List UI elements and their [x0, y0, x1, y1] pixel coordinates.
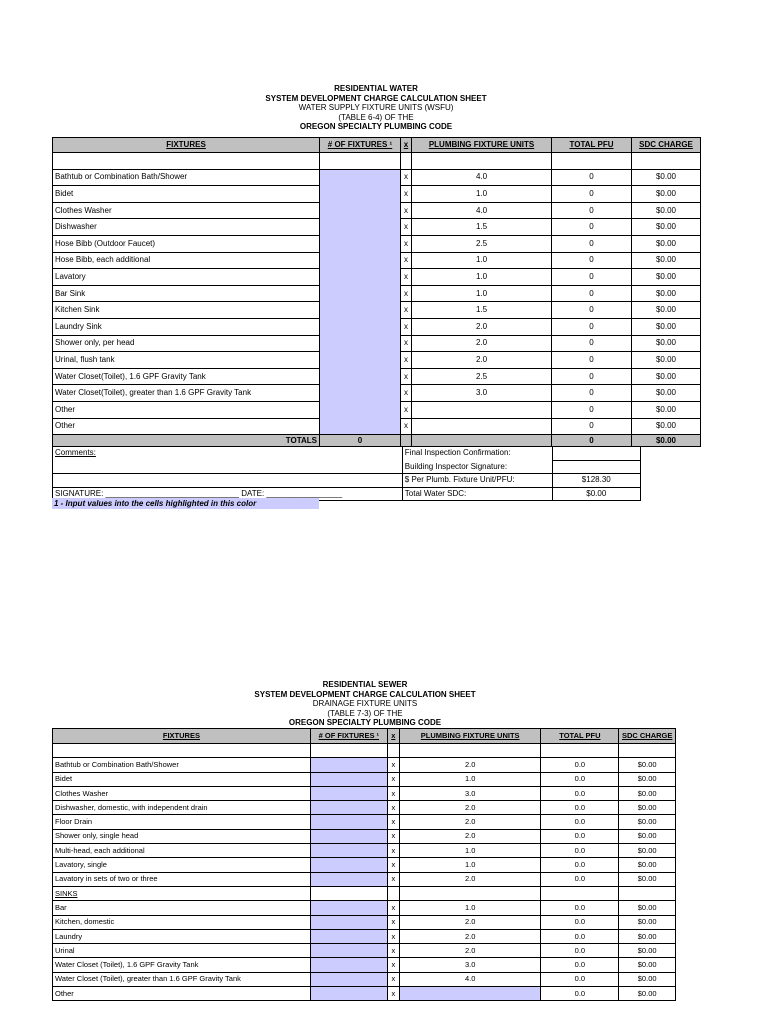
comments-field-2[interactable] [53, 474, 403, 488]
sdc-charge: $0.00 [632, 368, 701, 385]
plumbing-fixture-units: 2.0 [399, 915, 541, 929]
inspector-signature-field[interactable] [552, 460, 640, 474]
sewer-header-row [53, 729, 676, 744]
sdc-charge: $0.00 [619, 929, 676, 943]
total-pfu: 0 [552, 302, 632, 319]
plumbing-fixture-units: 3.0 [399, 958, 541, 972]
fixture-row [53, 318, 701, 335]
fixture-name: Water Closet(Toilet), 1.6 GPF Gravity Tank [53, 368, 320, 385]
total-pfu: 0 [552, 202, 632, 219]
plumbing-fixture-units: 4.0 [412, 169, 552, 186]
fixture-row [53, 368, 701, 385]
sdc-charge: $0.00 [632, 418, 701, 435]
blank-cell [412, 153, 552, 170]
fixture-row [53, 901, 676, 915]
plumbing-fixture-units: 1.0 [412, 252, 552, 269]
fixture-name: Lavatory in sets of two or three [53, 872, 311, 886]
num-fixtures-input[interactable] [320, 302, 401, 319]
total-pfu: 0.0 [541, 786, 619, 800]
plumbing-fixture-units: 1.0 [399, 901, 541, 915]
total-pfu: 0.0 [541, 772, 619, 786]
sdc-charge: $0.00 [619, 872, 676, 886]
header-total-pfu: TOTAL PFU [552, 138, 632, 153]
fixture-name: Water Closet (Toilet), 1.6 GPF Gravity Tank [53, 958, 311, 972]
water-title [200, 84, 552, 132]
water-footer [52, 446, 641, 501]
multiply-sign: x [401, 368, 412, 385]
num-fixtures-input[interactable] [320, 169, 401, 186]
totals-label: TOTALS [53, 435, 320, 447]
total-pfu: 0.0 [541, 872, 619, 886]
sdc-charge: $0.00 [632, 352, 701, 369]
fixture-name: Other [53, 987, 311, 1001]
header-fixtures: FIXTURES [53, 729, 311, 744]
fixture-name: Other [53, 418, 320, 435]
multiply-sign: x [401, 235, 412, 252]
header-sdc-charge: SDC CHARGE [632, 138, 701, 153]
sinks-section-row [53, 886, 676, 900]
num-fixtures-input[interactable] [320, 318, 401, 335]
multiply-sign: x [387, 944, 399, 958]
fixture-name: Bar Sink [53, 285, 320, 302]
sewer-title-line: OREGON SPECIALTY PLUMBING CODE [288, 718, 442, 728]
fixture-name: Lavatory [53, 269, 320, 286]
sdc-charge: $0.00 [619, 829, 676, 843]
total-pfu: 0 [552, 269, 632, 286]
water-table [52, 137, 701, 447]
fixture-name: Bathtub or Combination Bath/Shower [53, 169, 320, 186]
plumbing-fixture-units: 3.0 [399, 786, 541, 800]
header-fixtures: FIXTURES [53, 138, 320, 153]
multiply-sign: x [401, 352, 412, 369]
total-pfu: 0 [552, 219, 632, 236]
multiply-sign: x [387, 758, 399, 772]
num-fixtures-input[interactable] [320, 285, 401, 302]
header-x: x [401, 138, 412, 153]
plumbing-fixture-units: 4.0 [399, 972, 541, 986]
fixture-row [53, 269, 701, 286]
fixture-row [53, 944, 676, 958]
total-pfu: 0 [552, 235, 632, 252]
header-num-fixtures: # OF FIXTURES ¹ [310, 729, 387, 744]
total-water-sdc-label: Total Water SDC: [402, 487, 552, 501]
multiply-sign: x [387, 858, 399, 872]
total-pfu: 0 [552, 335, 632, 352]
sdc-charge: $0.00 [619, 858, 676, 872]
plumbing-fixture-units: 1.0 [412, 269, 552, 286]
multiply-sign: x [387, 872, 399, 886]
sdc-charge: $0.00 [632, 385, 701, 402]
plumbing-fixture-units: 4.0 [412, 202, 552, 219]
sdc-charge: $0.00 [619, 758, 676, 772]
sdc-charge: $0.00 [619, 801, 676, 815]
fixture-row [53, 252, 701, 269]
fixture-name: Kitchen Sink [53, 302, 320, 319]
sdc-charge: $0.00 [619, 987, 676, 1001]
total-pfu: 0 [552, 252, 632, 269]
fixture-name: Shower only, single head [53, 829, 311, 843]
sdc-charge: $0.00 [632, 169, 701, 186]
multiply-sign: x [387, 972, 399, 986]
plumbing-fixture-units: 2.0 [399, 944, 541, 958]
fixture-name: Bar [53, 901, 311, 915]
fixture-name: Urinal, flush tank [53, 352, 320, 369]
multiply-sign: x [401, 318, 412, 335]
plumbing-fixture-units: 1.0 [399, 858, 541, 872]
multiply-sign: x [387, 801, 399, 815]
fixture-row [53, 285, 701, 302]
num-fixtures-input[interactable] [310, 958, 387, 972]
multiply-sign: x [401, 269, 412, 286]
blank-cell [320, 153, 401, 170]
fixture-name: Water Closet (Toilet), greater than 1.6 GPF Gravity Tank [53, 972, 311, 986]
sewer-table [52, 728, 676, 1001]
plumbing-fixture-units [399, 987, 541, 1001]
sdc-charge: $0.00 [632, 202, 701, 219]
fixture-name: Clothes Washer [53, 202, 320, 219]
plumbing-fixture-units: 2.0 [399, 872, 541, 886]
water-title-line: WATER SUPPLY FIXTURE UNITS (WSFU) [298, 103, 454, 113]
fixture-row [53, 418, 701, 435]
multiply-sign: x [387, 815, 399, 829]
multiply-sign: x [387, 772, 399, 786]
num-fixtures-input[interactable] [310, 758, 387, 772]
inspector-signature-label: Building Inspector Signature: [402, 460, 552, 474]
input-color-note: 1 - Input values into the cells highlighted in this color [52, 498, 319, 509]
fixture-row [53, 801, 676, 815]
fixture-name: Dishwasher [53, 219, 320, 236]
total-pfu: 0 [552, 418, 632, 435]
num-fixtures-input[interactable] [310, 815, 387, 829]
total-pfu: 0 [552, 318, 632, 335]
total-pfu: 0.0 [541, 858, 619, 872]
header-sdc-charge: SDC CHARGE [619, 729, 676, 744]
per-pfu-value: $128.30 [552, 474, 640, 488]
sewer-blank-row [53, 744, 676, 758]
plumbing-fixture-units: 1.5 [412, 219, 552, 236]
multiply-sign: x [401, 252, 412, 269]
plumbing-fixture-units: 1.0 [412, 285, 552, 302]
sdc-charge: $0.00 [632, 269, 701, 286]
num-fixtures-input[interactable] [310, 772, 387, 786]
sewer-title [189, 680, 541, 728]
fixture-name: Other [53, 401, 320, 418]
blank-cell [387, 744, 399, 758]
sdc-charge: $0.00 [632, 302, 701, 319]
blank-cell [632, 153, 701, 170]
fixture-row [53, 302, 701, 319]
num-fixtures-input[interactable] [320, 186, 401, 203]
multiply-sign: x [401, 302, 412, 319]
fixture-name: Water Closet(Toilet), greater than 1.6 GPF Gravity Tank [53, 385, 320, 402]
num-fixtures-input[interactable] [310, 987, 387, 1001]
fixture-name: Hose Bibb, each additional [53, 252, 320, 269]
plumbing-fixture-units: 2.0 [412, 352, 552, 369]
total-pfu: 0.0 [541, 801, 619, 815]
num-fixtures-input[interactable] [310, 944, 387, 958]
total-pfu: 0 [552, 352, 632, 369]
water-title-line: SYSTEM DEVELOPMENT CHARGE CALCULATION SHEET [265, 93, 487, 103]
num-fixtures-input[interactable] [310, 786, 387, 800]
fixture-row [53, 401, 701, 418]
sewer-title-line: (TABLE 7-3) OF THE [327, 708, 403, 718]
sdc-charge: $0.00 [619, 772, 676, 786]
plumbing-fixture-units: 2.0 [399, 801, 541, 815]
plumbing-fixture-units: 1.0 [399, 844, 541, 858]
total-pfu: 0.0 [541, 758, 619, 772]
total-pfu: 0.0 [541, 844, 619, 858]
num-fixtures-input[interactable] [320, 385, 401, 402]
fixture-name: Hose Bibb (Outdoor Faucet) [53, 235, 320, 252]
num-fixtures-input[interactable] [310, 801, 387, 815]
multiply-sign: x [401, 335, 412, 352]
sdc-charge: $0.00 [632, 285, 701, 302]
multiply-sign: x [401, 285, 412, 302]
blank-cell [310, 886, 387, 900]
num-fixtures-input[interactable] [310, 901, 387, 915]
sewer-title-line: RESIDENTIAL SEWER [322, 680, 408, 689]
blank-cell [53, 153, 320, 170]
multiply-sign: x [387, 901, 399, 915]
plumbing-fixture-units: 1.5 [412, 302, 552, 319]
multiply-sign: x [387, 987, 399, 1001]
water-blank-row [53, 153, 701, 170]
fixture-row [53, 987, 676, 1001]
num-fixtures-input[interactable] [320, 235, 401, 252]
fixture-name: Bidet [53, 186, 320, 203]
blank-cell [619, 886, 676, 900]
sdc-charge: $0.00 [632, 252, 701, 269]
multiply-sign: x [387, 829, 399, 843]
sdc-charge: $0.00 [619, 972, 676, 986]
total-pfu: 0.0 [541, 958, 619, 972]
sdc-charge: $0.00 [619, 944, 676, 958]
fixture-row [53, 972, 676, 986]
plumbing-fixture-units: 2.5 [412, 368, 552, 385]
fixture-name: Floor Drain [53, 815, 311, 829]
total-pfu: 0 [552, 401, 632, 418]
total-pfu: 0 [552, 385, 632, 402]
header-num-fixtures: # OF FIXTURES ¹ [320, 138, 401, 153]
total-pfu: 0.0 [541, 929, 619, 943]
plumbing-fixture-units [412, 418, 552, 435]
multiply-sign: x [387, 958, 399, 972]
num-fixtures-input[interactable] [320, 269, 401, 286]
signature-line[interactable]: SIGNATURE: ______________________________ DATE: _________________ [53, 487, 403, 501]
fixture-row [53, 335, 701, 352]
total-pfu: 0.0 [541, 972, 619, 986]
num-fixtures-input[interactable] [320, 202, 401, 219]
num-fixtures-input[interactable] [310, 929, 387, 943]
plumbing-fixture-units: 2.0 [399, 758, 541, 772]
fixture-row [53, 169, 701, 186]
fixture-row [53, 186, 701, 203]
water-title-line: (TABLE 6-4) OF THE [338, 112, 414, 122]
fixture-name: Shower only, per head [53, 335, 320, 352]
fixture-row [53, 786, 676, 800]
plumbing-fixture-units: 2.0 [399, 815, 541, 829]
sewer-title-line: DRAINAGE FIXTURE UNITS [312, 699, 418, 709]
num-fixtures-input[interactable] [320, 252, 401, 269]
total-pfu: 0.0 [541, 987, 619, 1001]
fixture-row [53, 858, 676, 872]
fixture-row [53, 758, 676, 772]
fixture-row [53, 202, 701, 219]
blank-cell [399, 744, 541, 758]
multiply-sign: x [387, 915, 399, 929]
blank-cell [552, 153, 632, 170]
sdc-charge: $0.00 [632, 335, 701, 352]
plumbing-fixture-units: 2.5 [412, 235, 552, 252]
header-plumbing-units: PLUMBING FIXTURE UNITS [399, 729, 541, 744]
blank-cell [541, 744, 619, 758]
total-pfu: 0 [552, 169, 632, 186]
header-total-pfu: TOTAL PFU [541, 729, 619, 744]
sdc-charge: $0.00 [619, 815, 676, 829]
fixture-name: Lavatory, single [53, 858, 311, 872]
plumbing-fixture-units: 2.0 [412, 335, 552, 352]
fixture-name: Kitchen, domestic [53, 915, 311, 929]
fixture-name: Clothes Washer [53, 786, 311, 800]
blank-cell [387, 886, 399, 900]
fixture-row [53, 772, 676, 786]
fixture-name: Laundry Sink [53, 318, 320, 335]
sdc-charge: $0.00 [632, 401, 701, 418]
multiply-sign: x [401, 186, 412, 203]
fixture-row [53, 829, 676, 843]
total-pfu: 0.0 [541, 829, 619, 843]
total-pfu: 0 [552, 285, 632, 302]
total-water-sdc-value: $0.00 [552, 487, 640, 501]
num-fixtures-input[interactable] [320, 335, 401, 352]
sdc-charge: $0.00 [619, 786, 676, 800]
header-plumbing-units: PLUMBING FIXTURE UNITS [412, 138, 552, 153]
total-pfu: 0 [552, 368, 632, 385]
final-inspection-field[interactable] [552, 447, 640, 461]
fixture-row [53, 872, 676, 886]
fixture-row [53, 915, 676, 929]
plumbing-fixture-units [412, 401, 552, 418]
totals-sdc: $0.00 [632, 435, 701, 447]
num-fixtures-input[interactable] [320, 219, 401, 236]
num-fixtures-input[interactable] [310, 844, 387, 858]
fixture-row [53, 385, 701, 402]
fixture-name: Bidet [53, 772, 311, 786]
comments-field[interactable] [53, 460, 403, 474]
sinks-label: SINKS [53, 886, 311, 900]
multiply-sign: x [401, 401, 412, 418]
num-fixtures-input[interactable] [320, 368, 401, 385]
sdc-charge: $0.00 [619, 915, 676, 929]
fixture-name: Multi-head, each additional [53, 844, 311, 858]
blank-cell [401, 153, 412, 170]
plumbing-fixture-units: 1.0 [399, 772, 541, 786]
multiply-sign: x [401, 169, 412, 186]
plumbing-fixture-units: 2.0 [412, 318, 552, 335]
multiply-sign: x [401, 219, 412, 236]
final-inspection-label: Final Inspection Confirmation: [402, 447, 552, 461]
blank-cell [619, 744, 676, 758]
fixture-row [53, 844, 676, 858]
plumbing-fixture-units: 1.0 [412, 186, 552, 203]
water-title-line: OREGON SPECIALTY PLUMBING CODE [299, 122, 453, 132]
totals-row [53, 435, 701, 447]
header-x: x [387, 729, 399, 744]
fixture-row [53, 958, 676, 972]
sdc-charge: $0.00 [619, 958, 676, 972]
total-pfu: 0.0 [541, 901, 619, 915]
fixture-name: Bathtub or Combination Bath/Shower [53, 758, 311, 772]
water-header-row [53, 138, 701, 153]
num-fixtures-input[interactable] [310, 829, 387, 843]
total-pfu: 0 [552, 186, 632, 203]
water-title-line: RESIDENTIAL WATER [334, 84, 418, 93]
sdc-charge: $0.00 [632, 219, 701, 236]
sewer-title-line: SYSTEM DEVELOPMENT CHARGE CALCULATION SHEET [254, 689, 476, 699]
totals-num-fixtures: 0 [320, 435, 401, 447]
comments-label: Comments: [53, 447, 403, 461]
num-fixtures-input[interactable] [310, 972, 387, 986]
num-fixtures-input[interactable] [320, 418, 401, 435]
num-fixtures-input[interactable] [310, 858, 387, 872]
totals-units [412, 435, 552, 447]
sdc-charge: $0.00 [632, 235, 701, 252]
plumbing-fixture-units: 3.0 [412, 385, 552, 402]
plumbing-fixture-units: 2.0 [399, 929, 541, 943]
sdc-charge: $0.00 [632, 318, 701, 335]
blank-cell [399, 886, 541, 900]
sdc-charge: $0.00 [619, 901, 676, 915]
multiply-sign: x [387, 786, 399, 800]
total-pfu: 0.0 [541, 815, 619, 829]
multiply-sign: x [387, 844, 399, 858]
fixture-row [53, 929, 676, 943]
total-pfu: 0.0 [541, 915, 619, 929]
plumbing-fixture-units: 2.0 [399, 829, 541, 843]
blank-cell [310, 744, 387, 758]
num-fixtures-input[interactable] [310, 915, 387, 929]
multiply-sign: x [401, 418, 412, 435]
multiply-sign: x [387, 929, 399, 943]
fixture-name: Laundry [53, 929, 311, 943]
per-pfu-label: $ Per Plumb. Fixture Unit/PFU: [402, 474, 552, 488]
multiply-sign: x [401, 202, 412, 219]
fixture-row [53, 815, 676, 829]
totals-x [401, 435, 412, 447]
fixture-row [53, 352, 701, 369]
fixture-name: Dishwasher, domestic, with independent drain [53, 801, 311, 815]
fixture-name: Urinal [53, 944, 311, 958]
blank-cell [541, 886, 619, 900]
num-fixtures-input[interactable] [320, 352, 401, 369]
totals-total-pfu: 0 [552, 435, 632, 447]
num-fixtures-input[interactable] [320, 401, 401, 418]
total-pfu: 0.0 [541, 944, 619, 958]
sdc-charge: $0.00 [632, 186, 701, 203]
fixture-row [53, 219, 701, 236]
sdc-charge: $0.00 [619, 844, 676, 858]
multiply-sign: x [401, 385, 412, 402]
num-fixtures-input[interactable] [310, 872, 387, 886]
fixture-row [53, 235, 701, 252]
blank-cell [53, 744, 311, 758]
